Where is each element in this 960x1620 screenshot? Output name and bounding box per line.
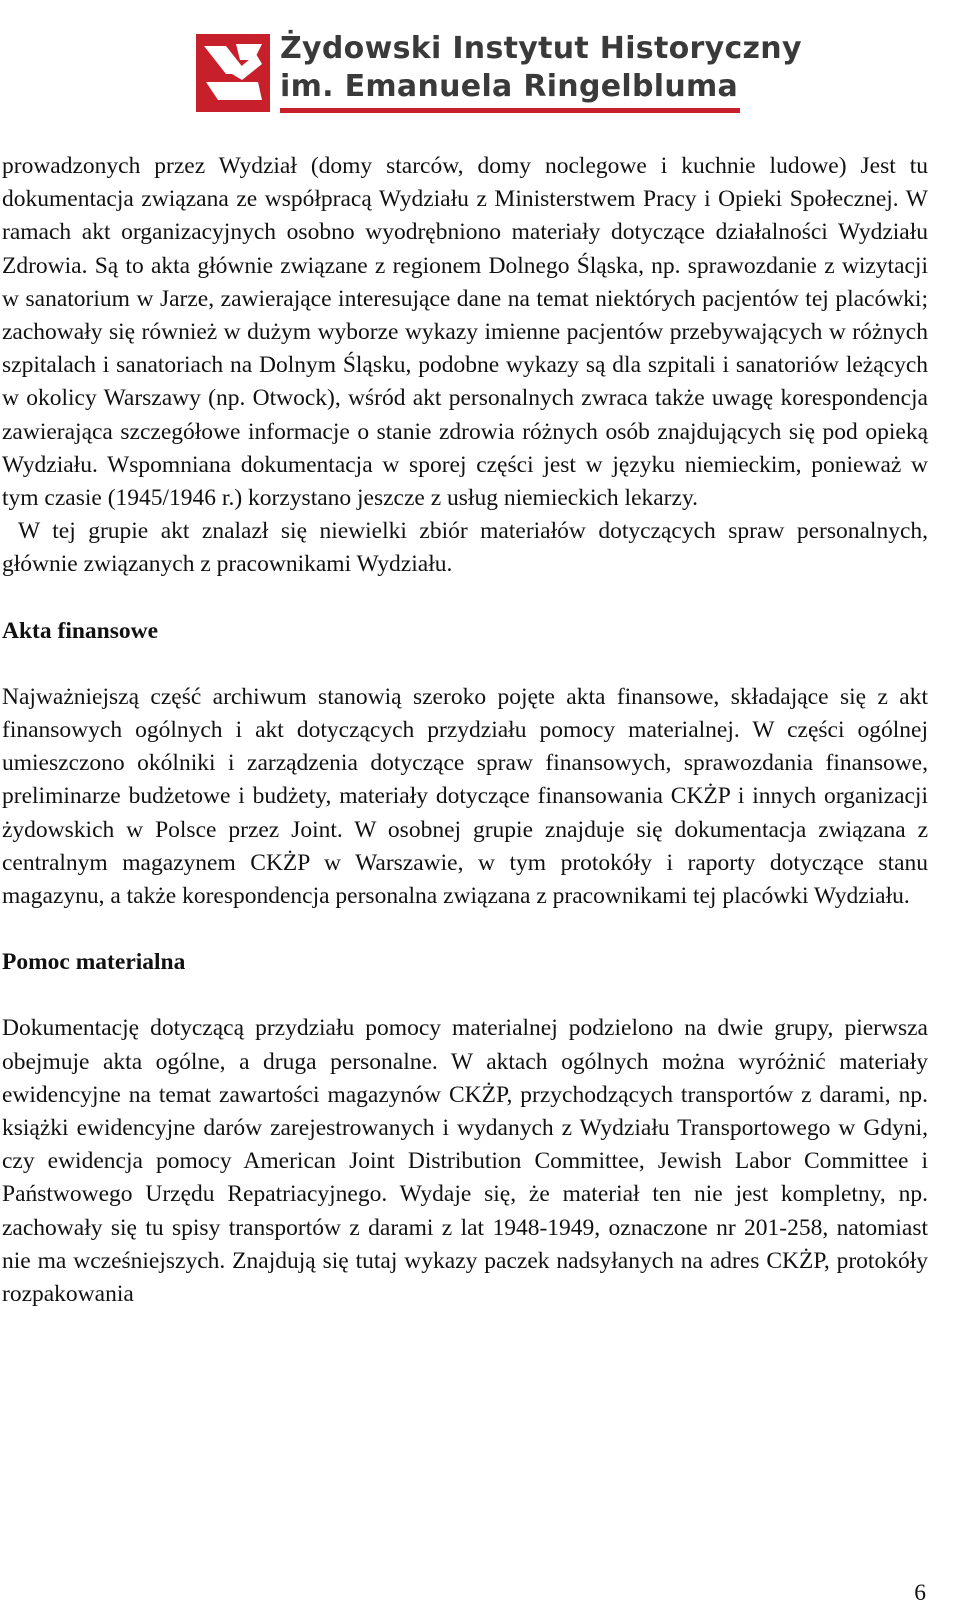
- institute-name: [280, 30, 802, 106]
- header: [196, 30, 802, 120]
- zih-logo-icon: [196, 34, 270, 112]
- paragraph-material-aid: Dokumentację dotyczącą przydziału pomocy materialnej podzielono na dwie grupy, pierwsza obejmuje akta ogólne, a druga personalne. W aktach ogólnych można wyróżnić materiały ewidencyjne na temat zawartości magazynów CKŻP, przychodzących transportów z darami, np. książki ewidencyjne darów zarejestrowanych i wydanych z Wydziału Transportowego w Gdyni, czy ewidencja pomocy American Joint Distribution Committee, Jewish Labor Committee i Państwowego Urzędu Repatriacyjnego. Wydaje się, że materiał ten nie jest kompletny, np. zachowały się tu spisy transportów z darami z lat 1948-1949, oznaczone nr 201-258, natomiast nie ma wcześniejszych. Znajdują się tutaj wykazy paczek nadsyłanych na adres CKŻP, protokóły rozpakowania: [2, 1015, 928, 1308]
- section-heading-material-aid: Pomoc materialna: [2, 949, 186, 976]
- page-number: 6: [914, 1580, 926, 1606]
- paragraph-personnel: W tej grupie akt znalazł się niewielki zbiór materiałów dotyczących spraw personalnych, głównie związanych z pracownikami Wydziału.: [2, 518, 928, 578]
- institute-name-line2: im. Emanuela Ringelbluma: [280, 69, 739, 104]
- paragraph-financial: Najważniejszą część archiwum stanowią szeroko pojęte akta finansowe, składające się z akt finansowych ogólnych i akt dotyczących przydziału pomocy materialnej. W części ogólnej umieszczono okólniki i zarządzenia dotyczące spraw finansowych, sprawozdania finansowe, preliminarze budżetowe i budżety, materiały dotyczące finansowania CKŻP i innych organizacji żydowskich w Polsce przez Joint. W osobnej grupie znajduje się dokumentacja związana z centralnym magazynem CKŻP w Warszawie, w tym protokóły i raporty dotyczące stanu magazynu, a także korespondencja personalna związana z pracownikami tej placówki Wydziału.: [2, 683, 928, 910]
- logo-underline: [280, 108, 740, 113]
- section-heading-financial: Akta finansowe: [2, 617, 159, 644]
- document-body: [2, 150, 928, 1311]
- institute-name-line1: Żydowski Instytut Historyczny: [280, 31, 802, 66]
- paragraph-organizational: prowadzonych przez Wydział (domy starców, domy noclegowe i kuchnie ludowe) Jest tu dokumentacja związana ze współpracą Wydziału z Ministerstwem Pracy i Opieki Społecznej. W ramach akt organizacyjnych osobno wyodrębniono materiały dotyczące działalności Wydziału Zdrowia. Są to akta głównie związane z regionem Dolnego Śląska, np. sprawozdanie z wizytacji w sanatorium w Jarze, zawierające interesujące dane na temat niektórych pacjentów tej placówki; zachowały się również w dużym wyborze wykazy imienne pacjentów przebywających w różnych szpitalach i sanatoriach na Dolnym Śląsku, podobne wykazy są dla szpitali i sanatoriów leżących w okolicy Warszawy (np. Otwock), wśród akt personalnych zwraca także uwagę korespondencja zawierająca szczegółowe informacje o stanie zdrowia różnych osób znajdujących się pod opieką Wydziału. Wspomniana dokumentacja w sporej części jest w języku niemieckim, ponieważ w tym czasie (1945/1946 r.) korzystano jeszcze z usług niemieckich lekarzy.: [2, 153, 928, 512]
